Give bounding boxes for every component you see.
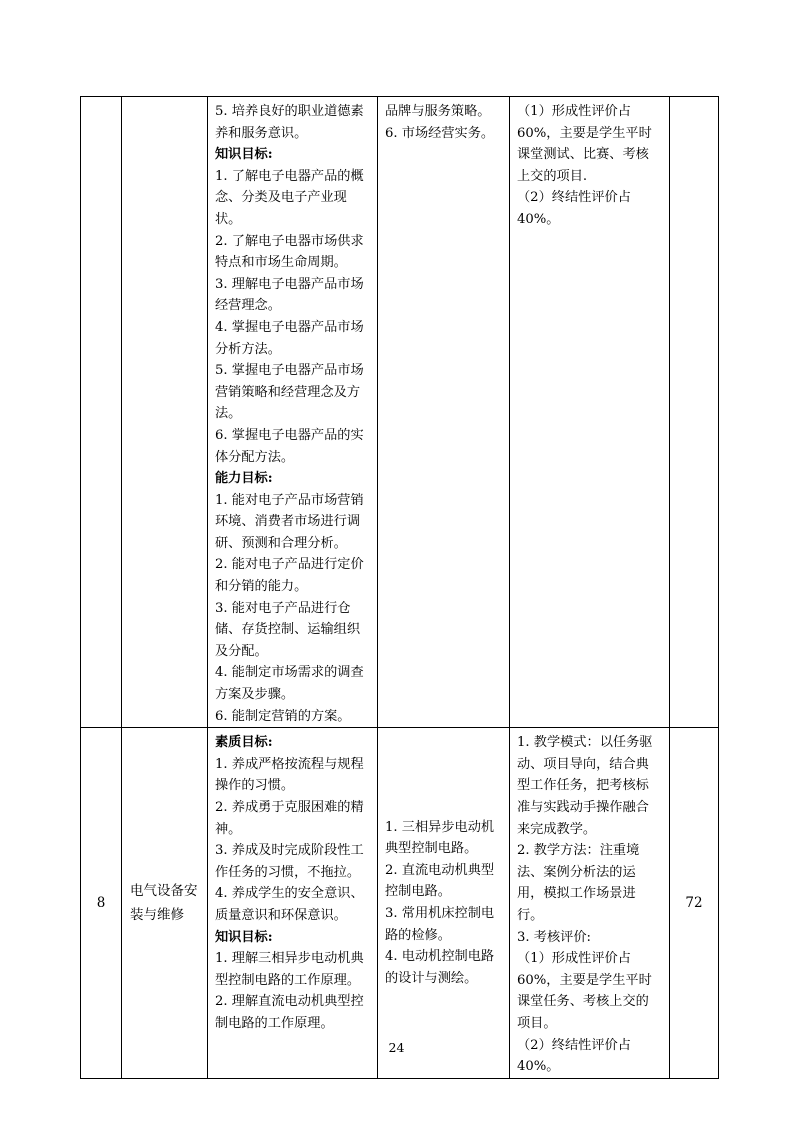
content-item: 6. 市场经营实务。 xyxy=(385,125,495,141)
objective-item: 1. 了解电子电器产品的概念、分类及电子产业现状。 xyxy=(215,168,364,227)
objective-item: 4. 能制定市场需求的调查方案及步骤。 xyxy=(215,665,364,703)
objective-item: 5. 掌握电子电器产品市场营销策略和经营理念及方法。 xyxy=(215,363,364,422)
teaching-item: （1）形成性评价占 60%，主要是学生平时课堂任务、考核上交的项目。 xyxy=(517,951,652,1031)
objectives-cell xyxy=(208,97,378,728)
objective-item: 4. 养成学生的安全意识、质量意识和环保意识。 xyxy=(215,886,364,923)
objective-item: 2. 能对电子产品进行定价和分销的能力。 xyxy=(215,557,364,595)
content-cell xyxy=(378,97,510,728)
objective-item: 6. 掌握电子电器产品的实体分配方法。 xyxy=(215,427,364,465)
teaching-cell xyxy=(510,728,670,1079)
content-item: 3. 常用机床控制电路的检修。 xyxy=(385,905,495,943)
objective-heading: 知识目标: xyxy=(215,147,273,163)
objective-item: 6. 能制定营销的方案。 xyxy=(215,708,351,724)
objectives-list xyxy=(208,97,377,727)
objective-item: 1. 养成严格按流程与规程操作的习惯。 xyxy=(215,756,364,794)
table-row xyxy=(81,728,719,1079)
objective-item: 5. 培养良好的职业道德素养和服务意识。 xyxy=(215,104,364,141)
objective-item: 3. 养成及时完成阶段性工作任务的习惯，不拖拉。 xyxy=(215,843,364,880)
objective-item: 2. 了解电子电器市场供求特点和市场生命周期。 xyxy=(215,233,364,271)
teaching-cell xyxy=(510,97,670,728)
objective-item: 2. 养成勇于克服困难的精神。 xyxy=(215,800,364,837)
content-item: 1. 三相异步电动机典型控制电路。 xyxy=(385,819,495,857)
teaching-item: （2）终结性评价占 40%。 xyxy=(517,1037,631,1075)
objectives-cell xyxy=(208,728,378,1079)
hours-cell xyxy=(670,97,719,728)
objective-heading: 素质目标: xyxy=(215,735,273,751)
objective-item: 4. 掌握电子电器产品市场分析方法。 xyxy=(215,319,364,357)
objectives-list xyxy=(208,728,377,1034)
content-item: 2. 直流电动机典型控制电路。 xyxy=(385,862,495,900)
course-name: 电气设备安装与维修 xyxy=(130,882,198,923)
teaching-list xyxy=(510,97,669,231)
teaching-item: 2. 教学方法：注重境法、案例分析法的运用，模拟工作场景进行。 xyxy=(517,843,640,923)
content-list xyxy=(378,97,509,144)
teaching-list xyxy=(510,728,669,1078)
course-name-cell xyxy=(122,97,208,728)
objective-item: 1. 理解三相异步电动机典型控制电路的工作原理。 xyxy=(215,951,364,988)
content-item: 4. 电动机控制电路的设计与测绘。 xyxy=(385,949,495,986)
row-number: 8 xyxy=(96,894,106,911)
course-table xyxy=(80,96,719,1079)
objective-item: 3. 理解电子电器产品市场经营理念。 xyxy=(215,276,364,314)
objective-heading: 能力目标: xyxy=(215,471,273,487)
table-row xyxy=(81,97,719,728)
content-item: 品牌与服务策略。 xyxy=(385,104,491,119)
row-number-cell xyxy=(81,97,122,728)
teaching-item: （1）形成性评价占 60%，主要是学生平时课堂测试、比赛、考核上交的项目. xyxy=(517,104,652,184)
hours-value: 72 xyxy=(685,894,703,911)
course-name-cell xyxy=(122,728,208,1079)
content-cell xyxy=(378,728,510,1079)
hours-cell xyxy=(670,728,719,1079)
objective-item: 3. 能对电子产品进行仓储、存货控制、运输组织及分配。 xyxy=(215,600,361,659)
row-number-cell xyxy=(81,728,122,1079)
teaching-item: 3. 考核评价: xyxy=(517,929,591,945)
page-number: 24 xyxy=(388,1040,405,1055)
objective-item: 1. 能对电子产品市场营销环境、消费者市场进行调研、预测和合理分析。 xyxy=(215,492,364,551)
objective-item: 2. 理解直流电动机典型控制电路的工作原理。 xyxy=(215,994,364,1031)
teaching-item: 1. 教学模式：以任务驱动、项目导向，结合典型工作任务，把考核标准与实践动手操作融合来完成教学。 xyxy=(517,735,653,837)
teaching-item: （2）终结性评价占 40%。 xyxy=(517,190,631,227)
objective-heading: 知识目标: xyxy=(215,929,273,945)
content-list xyxy=(378,817,509,990)
